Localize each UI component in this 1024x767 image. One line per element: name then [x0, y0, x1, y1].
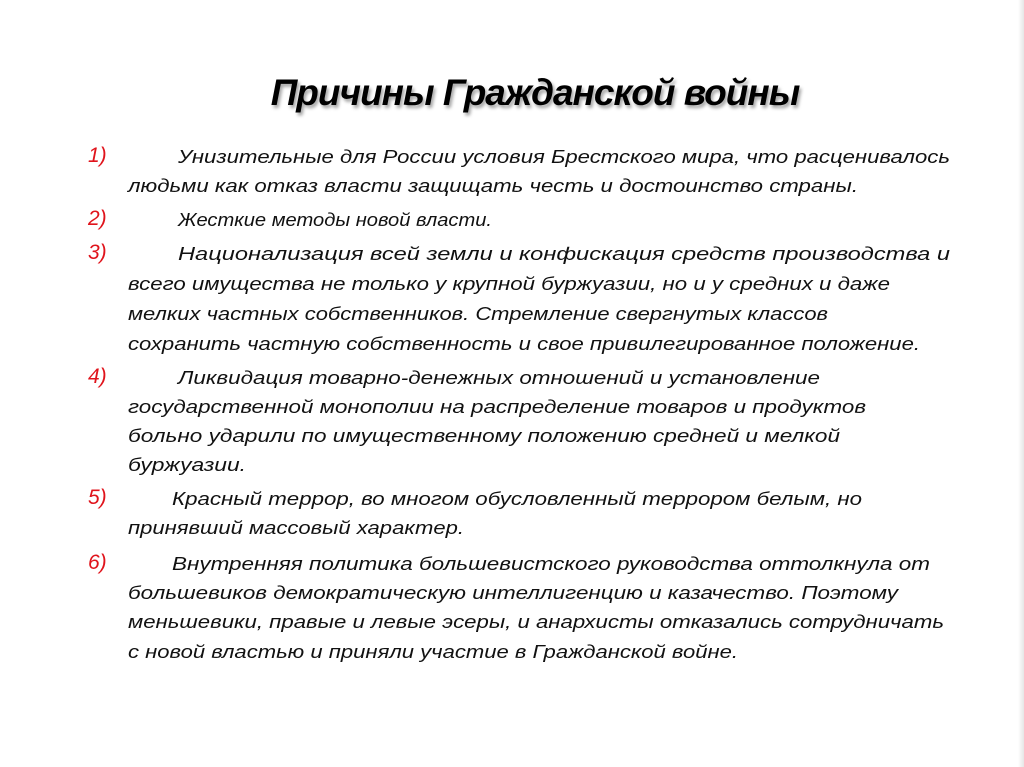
slide-edge	[1018, 0, 1024, 767]
item-text-line: мелких частных собственников. Стремление свергнутых классов	[128, 303, 829, 324]
item-text-line: Унизительные для России условия Брестского мира, что расценивалось	[178, 146, 950, 167]
item-text-line: Ликвидация товарно-денежных отношений и установление	[178, 367, 820, 388]
item-text-line: сохранить частную собственность и свое привилегированное положение.	[128, 333, 920, 354]
item-text-line: больно ударили по имущественному положению средней и мелкой	[128, 425, 840, 446]
item-number: 4)	[88, 365, 107, 388]
item-number: 6)	[88, 551, 107, 574]
item-text-line: буржуазии.	[128, 454, 246, 475]
item-text-line: Национализация всей земли и конфискация средств производства и	[178, 243, 950, 264]
item-number: 1)	[88, 144, 107, 167]
item-text-line: большевиков демократическую интеллигенцию и казачество. Поэтому	[128, 582, 898, 603]
item-text-line: Внутренняя политика большевистского руководства оттолкнула от	[172, 553, 930, 574]
item-text-line: с новой властью и приняли участие в Гражданской войне.	[128, 641, 738, 662]
item-text-line: государственной монополии на распределение товаров и продуктов	[128, 396, 866, 417]
item-number: 3)	[88, 241, 107, 264]
item-text-line: всего имущества не только у крупной буржуазии, но и у средних и даже	[128, 273, 890, 294]
item-text-line: людьми как отказ власти защищать честь и достоинство страны.	[128, 175, 858, 196]
item-number: 5)	[88, 486, 107, 509]
item-text-line: Красный террор, во многом обусловленный террором белым, но	[172, 488, 862, 509]
item-text-line: Жесткие методы новой власти.	[178, 209, 492, 230]
item-text-line: принявший массовый характер.	[128, 517, 464, 538]
item-text-line: меньшевики, правые и левые эсеры, и анархисты отказались сотрудничать	[128, 611, 944, 632]
item-number: 2)	[88, 207, 107, 230]
slide-title: Причины Гражданской войны	[270, 72, 800, 113]
